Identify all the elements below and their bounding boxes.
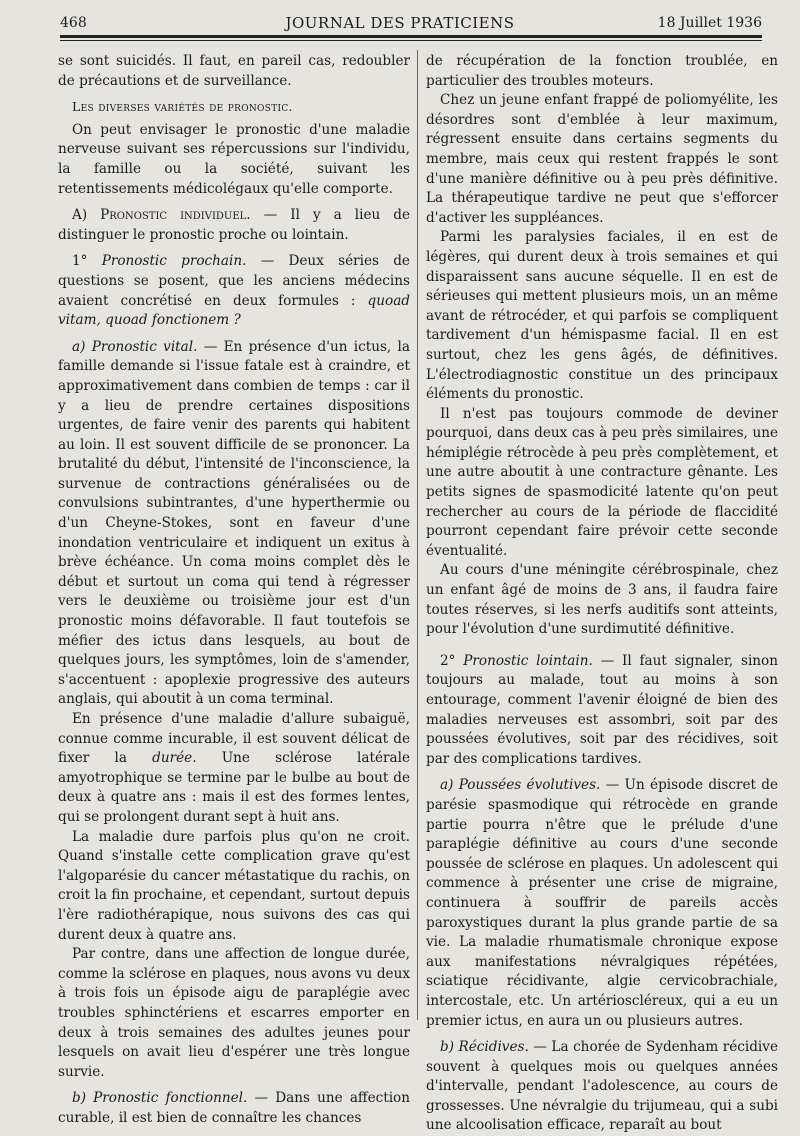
paragraph bbox=[426, 652, 778, 770]
paragraph-text: — Deux séries de questions se posent, que les anciens médecins avaient concrétisé en deux formules : bbox=[58, 253, 410, 309]
paragraph: Chez un jeune enfant frappé de poliomyélite, les désordres sont d'emblée à leur maximum, régressent ensuite dans certains segments du membre, mais ceux qui restent frappés le sont d'une manière définitive ou à peu près définitive. La thérapeutique tardive ne peut que s'efforcer d'activer les suppléances. bbox=[426, 92, 778, 226]
subsection-label: b) Pronostic fonctionnel. bbox=[72, 1090, 248, 1107]
emphasis: durée bbox=[152, 750, 193, 767]
paragraph-text: — Il y a lieu de distinguer le pronostic proche ou lointain. bbox=[58, 207, 410, 243]
paragraph bbox=[426, 1038, 778, 1136]
section-heading: Les diverses variétés de pronostic. bbox=[72, 99, 293, 115]
paragraph bbox=[58, 338, 410, 710]
right-column bbox=[426, 52, 778, 1136]
column-separator bbox=[417, 50, 418, 1020]
paragraph: Il n'est pas toujours commode de deviner pourquoi, dans deux cas à peu près similaires, une hémiplégie rétrocède à peu près complètement, et une autre aboutit à une contracture gênante. Les petits signes de spasmodicité latente qu'on peut rechercher au cours de la période de flaccidité pourront cependant faire prévoir cette seconde éventualité. bbox=[426, 405, 778, 559]
paragraph bbox=[58, 710, 410, 828]
paragraph: de récupération de la fonction troublée, en particulier des troubles moteurs. bbox=[426, 53, 778, 89]
page-header bbox=[0, 0, 800, 46]
journal-title: JOURNAL DES PRATICIENS bbox=[285, 14, 515, 32]
paragraph: Au cours d'une méningite cérébrospinale, chez un enfant âgé de moins de 3 ans, il faudra faire toutes réserves, si les nerfs auditifs sont atteints, pour l'évolution d'une surdimutité définitive. bbox=[426, 562, 778, 638]
paragraph: La maladie dure parfois plus qu'on ne croit. Quand s'installe cette complication grave qu'est l'algoparésie du cancer métastatique du rachis, on croit la fin prochaine, et cependant, surtout depuis l'ère radiothérapique, nous suivons des cas qui durent deux à quatre ans. bbox=[58, 828, 410, 943]
left-column bbox=[58, 52, 410, 1128]
page-number: 468 bbox=[60, 15, 87, 31]
paragraph-text: — La chorée de Sydenham récidive souvent à quelques mois ou quelques années d'intervalle, pendant l'adolescence, au cours de grossesses. Une névralgie du trijumeau, qui a subi une alcoolisation efficace, reparaît au bout bbox=[426, 1039, 778, 1134]
paragraph: Par contre, dans une affection de longue durée, comme la sclérose en plaques, nous avons vu deux à trois fois un épisode aigu de paraplégie avec troubles sphinctériens et escarres emporter en deux à trois semaines des adultes jeunes pour lesquels on avait lieu d'espérer une très longue survie. bbox=[58, 946, 410, 1080]
paragraph bbox=[426, 776, 778, 1031]
subsection-label: a) Poussées évolutives. bbox=[440, 777, 601, 794]
header-rule-thin bbox=[60, 40, 762, 41]
subsection-label: b) Récidives. bbox=[440, 1039, 529, 1056]
paragraph-text: — En présence d'un ictus, la famille demande si l'issue fatale est à craindre, et approximativement dans combien de temps : car il y a lieu de prendre certaines dispositions urgentes, de faire venir des parents qui habitent au loin. Il est souvent difficile de se prononcer. La brutalité du début, l'intensité de l'inconscience, la survenue de contractions généralisées ou de convulsions subintrantes, d'une hyperthermie ou d'un Cheyne-Stokes, sont en faveur d'une inondation ventriculaire et indiquent un exitus à brève échéance. Un coma moins complet dès le début et surtout un coma qui tend à régresser vers le deuxième ou troisième jour est d'un pronostic moins défavorable. Il faut toutefois se méfier des ictus dans lesquels, au bout de quelques jours, les symptômes, loin de s'amender, s'accentuent : apoplexie progressive des auteurs anglais, qui aboutit à un coma terminal. bbox=[58, 338, 410, 708]
subsection-label: a) Pronostic vital. bbox=[72, 338, 198, 355]
paragraph bbox=[58, 1089, 410, 1128]
section-number: 1° bbox=[72, 253, 102, 270]
paragraph-text: — Il faut signaler, sinon toujours au malade, tout au moins à son entourage, comment l'avenir éloigné de bien des maladies nerveuses est assombri, soit par des poussées évolutives, soit par des récidives, soit par des complications tardives. bbox=[426, 652, 778, 767]
subsection-label: Pronostic prochain. bbox=[101, 253, 247, 270]
paragraph-text: — Un épisode discret de parésie spasmodique qui rétrocède en grande partie pourra n'être que le prélude d'une paraplégie définitive au cours d'une seconde poussée de sclérose en plaques. Un adolescent qui commence à présenter une crise de migraine, continuera à souffrir de pareils accès paroxystiques durant la plus grande partie de sa vie. La maladie rhumatismale chronique expose aux manifestations névralgiques répétées, sciatique récidivante, algie cervicobrachiale, intercostale, etc. Un artérioscléreux, qui a eu un premier ictus, en aura un ou plusieurs autres. bbox=[426, 777, 778, 1029]
paragraph bbox=[58, 206, 410, 245]
paragraph bbox=[58, 252, 410, 330]
paragraph-text: . Une sclérose latérale amyotrophique se termine par le bulbe au bout de deux à quatre ans : mais il est des formes lentes, qui se prolongent durant sept à huit ans. bbox=[58, 750, 411, 825]
paragraph-text: En présence d'une maladie d'allure subaiguë, connue comme incurable, il est souvent délicat de fixer la bbox=[58, 711, 410, 767]
paragraph: se sont suicidés. Il faut, en pareil cas, redoubler de précautions et de surveillance. bbox=[58, 53, 410, 89]
paragraph: Parmi les paralysies faciales, il en est de légères, qui durent deux à trois semaines et qui disparaissent sans aucune séquelle. Il en est de sérieuses qui mettent plusieurs mois, un an même avant de rétrocéder, et qui parfois se compliquent tardivement d'un hémispasme facial. Il en est surtout, chez les gens âgés, de définitives. L'électrodiagnostic constitue un des principaux éléments du pronostic. bbox=[426, 229, 778, 403]
latin-phrase: quoad vitam, quoad fonctionem ? bbox=[58, 292, 410, 329]
paragraph: On peut envisager le pronostic d'une maladie nerveuse suivant ses répercussions sur l'individu, la famille ou la société, suivant les retentissements médicolégaux qu'elle comporte. bbox=[58, 121, 410, 197]
section-number: 2° bbox=[440, 652, 464, 669]
issue-date: 18 Juillet 1936 bbox=[657, 15, 762, 31]
subsection-label: Pronostic lointain. bbox=[463, 652, 593, 669]
header-rule-thick bbox=[60, 35, 762, 38]
subsection-label: A) Pronostic individuel. bbox=[72, 207, 251, 224]
paragraph-text: — Dans une affection curable, il est bien de connaître les chances bbox=[58, 1090, 410, 1126]
